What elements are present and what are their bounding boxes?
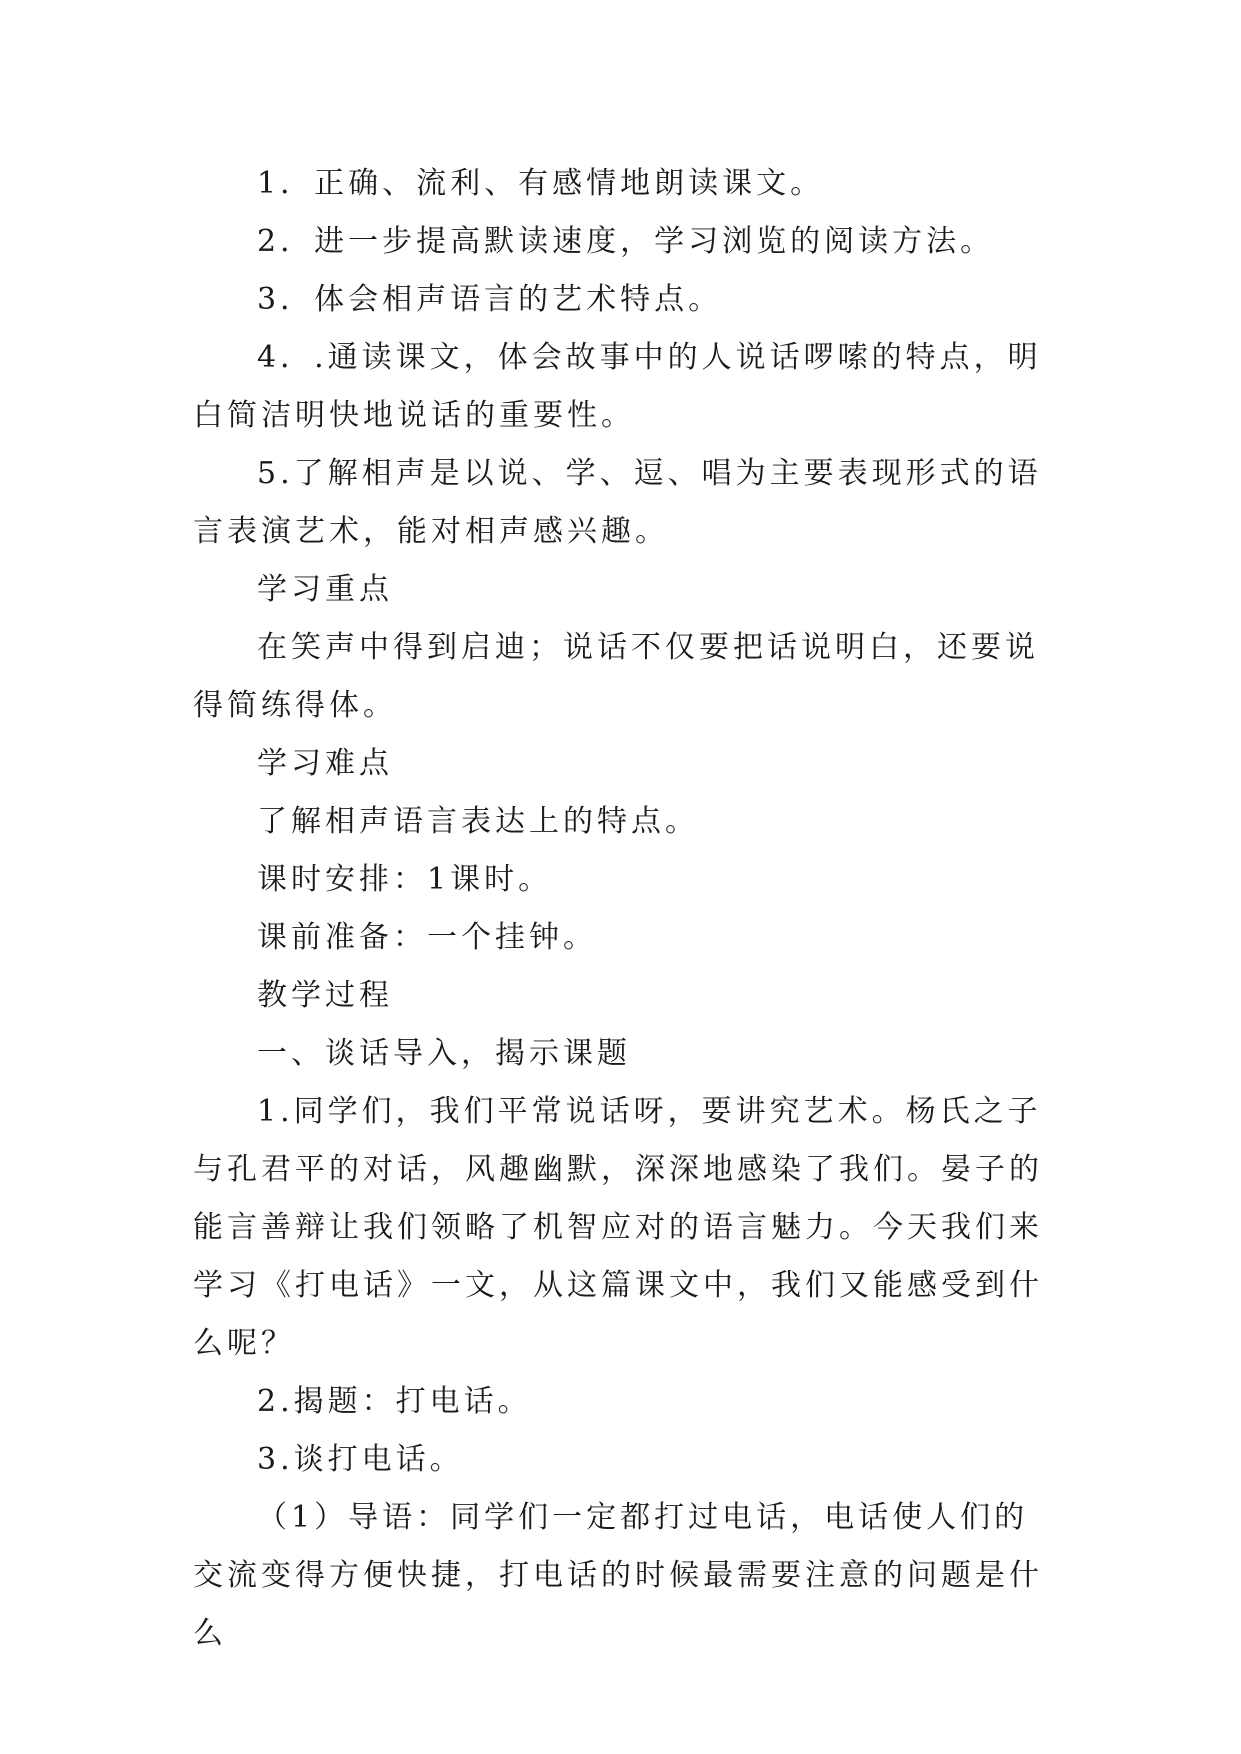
key-points-heading: 学习重点 — [257, 572, 393, 607]
reveal-topic: 2.揭题：打电话。 — [257, 1384, 532, 1419]
intro-paragraph: 1.同学们，我们平常说话呀，要讲究艺术。杨氏之子与孔君平的对话，风趣幽默，深深地感染了我们。晏子的能言善辩让我们领略了机智应对的语言魅力。今天我们来学习《打电话》一文，从这篇课文中，我们又能感受到什么呢？ — [193, 1094, 1043, 1361]
discuss-phone: 3.谈打电话。 — [257, 1442, 464, 1477]
process-heading: 教学过程 — [257, 978, 393, 1013]
difficulty-heading: 学习难点 — [257, 746, 393, 781]
difficulty-text: 了解相声语言表达上的特点。 — [257, 804, 699, 839]
schedule-text: 课时安排：1课时。 — [257, 862, 553, 897]
document-body — [193, 155, 1049, 1663]
key-points-text: 在笑声中得到启迪；说话不仅要把话说明白，还要说得简练得体。 — [193, 630, 1039, 723]
preparation-text: 课前准备：一个挂钟。 — [257, 920, 597, 955]
objective-3: 3．体会相声语言的艺术特点。 — [257, 282, 723, 317]
section-1-heading: 一、谈话导入，揭示课题 — [257, 1036, 631, 1071]
objective-1: 1．正确、流利、有感情地朗读课文。 — [257, 166, 825, 201]
lead-in-paragraph: （1）导语：同学们一定都打过电话，电话使人们的交流变得方便快捷，打电话的时候最需要注意的问题是什么 — [193, 1500, 1043, 1651]
objective-4: 4．.通读课文，体会故事中的人说话啰嗦的特点，明白简洁明快地说话的重要性。 — [193, 340, 1042, 433]
objective-5: 5.了解相声是以说、学、逗、唱为主要表现形式的语言表演艺术，能对相声感兴趣。 — [193, 456, 1042, 549]
objective-2: 2．进一步提高默读速度，学习浏览的阅读方法。 — [257, 224, 995, 259]
